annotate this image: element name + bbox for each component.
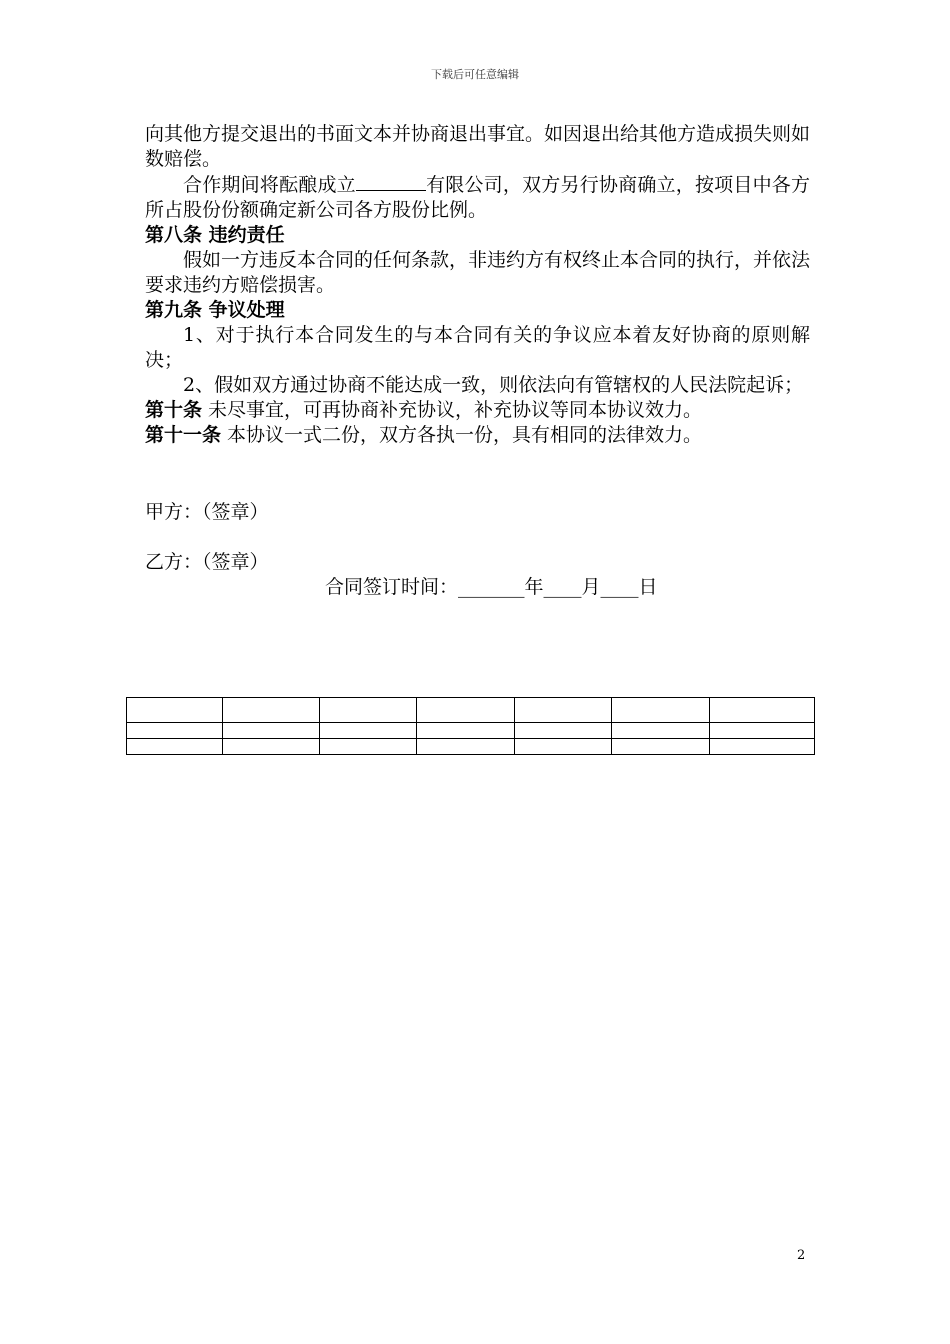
- article-9-heading: 第九条 争议处理: [145, 299, 285, 321]
- article-10: [145, 398, 810, 423]
- table-cell: [514, 739, 611, 755]
- paragraph-exit: 向其他方提交退出的书面文本并协商退出事宜。如因退出给其他方造成损失则如数赔偿。: [145, 123, 811, 170]
- table-cell: [127, 739, 223, 755]
- table-cell: [611, 739, 709, 755]
- table-cell: [514, 723, 611, 739]
- table-row: [127, 723, 815, 739]
- page-number: 2: [797, 1248, 806, 1263]
- table-cell: [417, 698, 514, 723]
- new-company-text-before: 合作期间将酝酿成立: [183, 174, 356, 196]
- table-cell: [127, 723, 223, 739]
- table-cell: [223, 739, 320, 755]
- article-11-label: 第十一条: [145, 424, 222, 446]
- table-cell: [611, 698, 709, 723]
- party-b-signature: 乙方：（签章）: [145, 551, 269, 573]
- table-cell: [417, 739, 514, 755]
- table-cell: [320, 723, 417, 739]
- table-cell: [223, 698, 320, 723]
- table-cell: [709, 739, 814, 755]
- table-cell: [127, 698, 223, 723]
- article-9-item-1: 1、对于执行本合同发生的与本合同有关的争议应本着友好协商的原则解决；: [145, 324, 810, 371]
- article-10-label: 第十条: [145, 399, 203, 421]
- empty-table: [126, 697, 815, 755]
- table-cell: [320, 698, 417, 723]
- table-cell: [709, 723, 814, 739]
- table-cell: [611, 723, 709, 739]
- article-10-text: 未尽事宜，可再协商补充协议，补充协议等同本协议效力。: [202, 399, 703, 421]
- page-header: 下载后可任意编辑: [431, 68, 519, 81]
- table-cell: [417, 723, 514, 739]
- table-cell: [709, 698, 814, 723]
- article-11: [145, 423, 810, 448]
- table-cell: [514, 698, 611, 723]
- article-8-heading: 第八条 违约责任: [145, 224, 285, 246]
- article-8-text: 假如一方违反本合同的任何条款，非违约方有权终止本合同的执行，并依法要求违约方赔偿损害。: [145, 249, 811, 296]
- signing-date-line: 合同签订时间：_______年____月____日: [325, 576, 658, 598]
- new-company-text-after: 有限公司，双方另行协商确立，按项目中各方所占股份份额确定新公司各方股份比例。: [145, 174, 810, 221]
- party-a-signature: 甲方：（签章）: [145, 501, 269, 523]
- table-row: [127, 739, 815, 755]
- contract-body: [145, 122, 810, 448]
- table-cell: [320, 739, 417, 755]
- table-cell: [223, 723, 320, 739]
- company-name-blank: [356, 172, 426, 191]
- article-9-item-2: 2、假如双方通过协商不能达成一致，则依法向有管辖权的人民法院起诉；: [183, 374, 804, 396]
- table-row: [127, 698, 815, 723]
- paragraph-new-company: [145, 172, 810, 223]
- article-11-text: 本协议一式二份，双方各执一份，具有相同的法律效力。: [221, 424, 703, 446]
